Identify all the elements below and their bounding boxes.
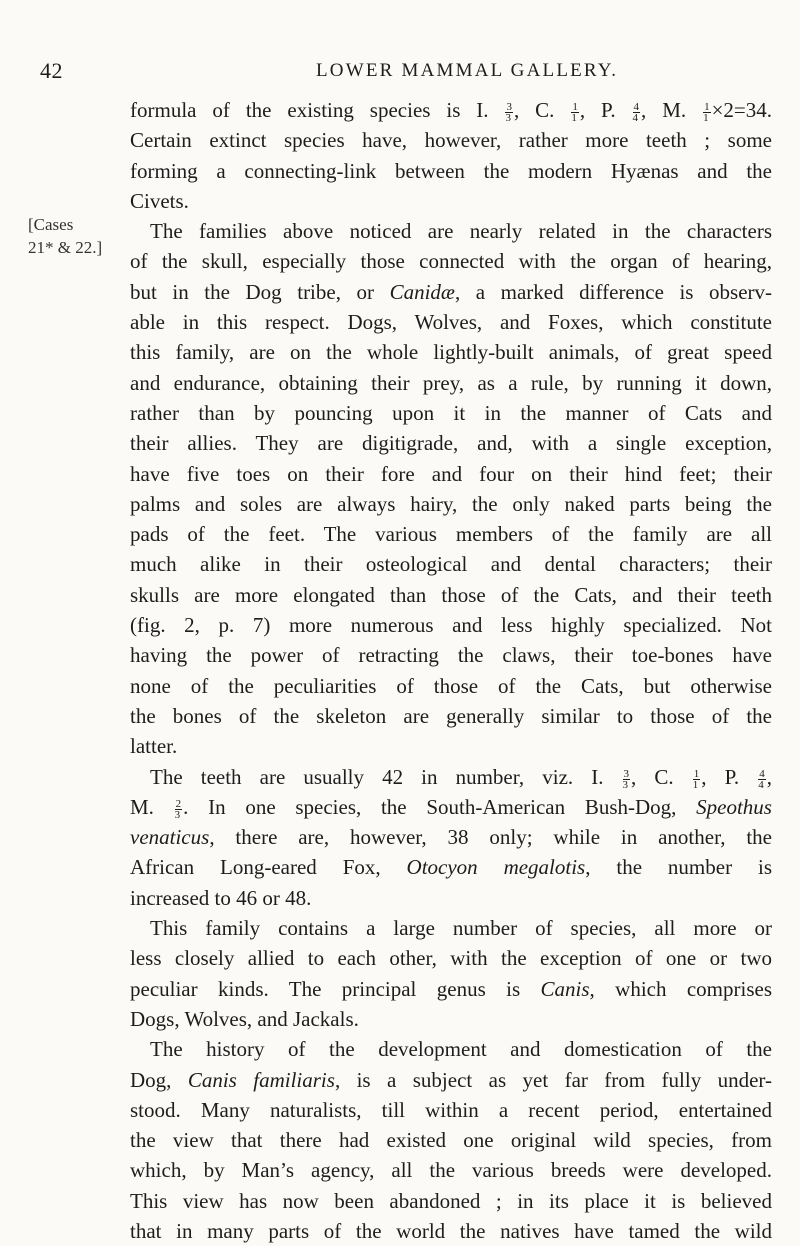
text-segment: the view that there had existed one original wild species, from [130, 1128, 772, 1153]
text-line [130, 671, 772, 701]
text-line [130, 368, 772, 398]
text-segment: , P. [701, 764, 758, 789]
text-segment: , C. [631, 764, 692, 789]
page-number: 42 [40, 58, 63, 83]
text-line [130, 1095, 772, 1125]
dental-fraction [623, 769, 631, 790]
fraction-numerator: 1 [572, 101, 578, 113]
text-line [130, 822, 772, 852]
text-segment: less closely allied to each other, with the exception of one or two [130, 946, 772, 971]
text-segment: formula of the existing species is I. [130, 98, 505, 122]
text-segment: , there are, however, 38 only; while in another, the [209, 825, 772, 850]
italic-term: Canidæ [389, 279, 455, 304]
text-segment: of the skull, especially those connected with the organ of hearing, [130, 249, 772, 274]
text-segment: that in many parts of the world the natives have tamed the wild [130, 1218, 772, 1243]
text-line [130, 1155, 772, 1185]
text-segment: forming a connecting-link between the modern Hyænas and the [130, 158, 772, 183]
dental-fraction [703, 102, 711, 123]
running-head: LOWER MAMMAL GALLERY. [316, 60, 619, 81]
text-segment: The history of the development and domestication of the [150, 1037, 772, 1062]
text-segment: which, by Man’s agency, all the various breeds were developed. [130, 1158, 772, 1183]
text-segment: peculiar kinds. The principal genus is [130, 976, 541, 1001]
text-line [130, 610, 772, 640]
dental-fraction [693, 769, 701, 790]
text-line [130, 1216, 772, 1246]
text-line [130, 1186, 772, 1216]
text-segment: the bones of the skeleton are generally similar to those of the [130, 703, 772, 728]
dental-fraction [633, 102, 641, 123]
fraction-denominator: 4 [758, 778, 764, 791]
dental-fraction [758, 769, 766, 790]
text-line [130, 792, 772, 822]
text-line [130, 125, 772, 155]
text-line [130, 519, 772, 549]
text-line [130, 337, 772, 367]
text-segment: . In one species, the South-American Bush-Dog, [183, 794, 697, 819]
text-segment: palms and soles are always hairy, the only naked parts being the [130, 491, 772, 516]
text-segment: have five toes on their fore and four on their hind feet; their [130, 461, 772, 486]
text-segment: ×2=34. [711, 98, 772, 122]
dental-fraction [571, 102, 579, 123]
text-segment: having the power of retracting the claws, their toe-bones have [130, 643, 772, 668]
text-line [130, 701, 772, 731]
text-segment: Civets. [130, 188, 189, 213]
fraction-numerator: 1 [693, 767, 700, 780]
margin-note-line: 21* & 22.] [28, 238, 103, 257]
text-segment: This family contains a large number of species, all more or [150, 916, 772, 941]
text-line [130, 852, 772, 882]
text-segment: this family, are on the whole lightly-built animals, of great speed [130, 340, 772, 365]
text-segment: Certain extinct species have, however, rather more teeth ; some [130, 128, 772, 153]
text-line [130, 1065, 772, 1095]
dental-fraction [175, 799, 183, 820]
text-segment: Dogs, Wolves, and Jackals. [130, 1006, 359, 1031]
italic-term: Otocyon megalotis [406, 855, 586, 880]
italic-term: Canis [540, 976, 590, 1001]
text-segment: African Long-eared Fox, [130, 855, 407, 880]
text-line [130, 1004, 772, 1034]
dental-fraction [505, 102, 513, 123]
text-segment: The teeth are usually 42 in number, viz. I. [150, 764, 622, 789]
text-segment: M. [130, 794, 174, 819]
fraction-denominator: 4 [632, 112, 639, 124]
text-line [130, 580, 772, 610]
fraction-denominator: 3 [174, 808, 181, 821]
text-segment: able in this respect. Dogs, Wolves, and Foxes, which constitute [130, 310, 772, 335]
text-segment: , which comprises [589, 976, 772, 1001]
text-line [130, 1125, 772, 1155]
text-segment: , [766, 764, 773, 789]
text-segment: , C. [513, 98, 571, 122]
text-segment: , is a subject as yet far from fully under- [334, 1067, 772, 1092]
fraction-numerator: 2 [175, 797, 182, 810]
fraction-numerator: 4 [759, 767, 765, 780]
text-segment: , a marked difference is observ- [454, 279, 773, 304]
text-line [130, 307, 772, 337]
text-line [130, 216, 772, 246]
fraction-denominator: 1 [571, 112, 577, 124]
text-segment: , M. [641, 98, 703, 122]
text-line [130, 943, 772, 973]
text-line [130, 549, 772, 579]
text-segment: (fig. 2, p. 7) more numerous and less highly specialized. Not [130, 613, 772, 638]
text-line [130, 246, 772, 276]
text-segment: skulls are more elongated than those of the Cats, and their teeth [130, 582, 772, 607]
margin-note-line: [Cases [28, 215, 74, 234]
text-segment: Dog, [130, 1067, 188, 1092]
text-segment: pads of the feet. The various members of the family are all [130, 522, 772, 547]
fraction-denominator: 1 [703, 112, 709, 124]
text-line [130, 731, 772, 761]
fraction-numerator: 1 [704, 101, 710, 113]
text-line [130, 762, 772, 792]
text-segment: , P. [579, 98, 632, 122]
text-line [130, 95, 772, 125]
text-segment: This view has now been abandoned ; in its place it is believed [130, 1188, 772, 1213]
text-line [130, 186, 772, 216]
text-segment: latter. [130, 734, 178, 759]
italic-term: Speothus [696, 794, 772, 819]
text-line [130, 913, 772, 943]
text-segment: increased to 46 or 48. [130, 885, 312, 910]
margin-note [28, 213, 102, 259]
text-segment: The families above noticed are nearly related in the characters [150, 219, 772, 244]
text-segment: and endurance, obtaining their prey, as a rule, by running it down, [130, 370, 772, 395]
text-line [130, 398, 772, 428]
fraction-denominator: 1 [692, 778, 699, 791]
body-text [130, 95, 772, 1246]
text-segment: none of the peculiarities of those of the Cats, but otherwise [130, 673, 772, 698]
text-segment: stood. Many naturalists, till within a recent period, entertained [130, 1097, 772, 1122]
text-segment: their allies. They are digitigrade, and, with a single exception, [130, 431, 772, 456]
text-line [130, 640, 772, 670]
text-line [130, 156, 772, 186]
fraction-numerator: 3 [506, 101, 512, 113]
italic-term: Canis familiaris [187, 1067, 335, 1092]
fraction-denominator: 3 [505, 112, 511, 124]
text-segment: rather than by pouncing upon it in the manner of Cats and [130, 400, 772, 425]
fraction-numerator: 3 [623, 767, 630, 780]
fraction-denominator: 3 [622, 778, 629, 791]
text-line [130, 277, 772, 307]
text-segment: but in the Dog tribe, or [130, 279, 390, 304]
page-header [0, 58, 800, 88]
text-line [130, 883, 772, 913]
text-line [130, 459, 772, 489]
text-segment: much alike in their osteological and dental characters; their [130, 552, 772, 577]
text-segment: , the number is [585, 855, 772, 880]
fraction-numerator: 4 [633, 101, 640, 113]
text-line [130, 974, 772, 1004]
italic-term: venaticus [130, 825, 210, 850]
text-line [130, 1034, 772, 1064]
text-line [130, 489, 772, 519]
text-line [130, 428, 772, 458]
